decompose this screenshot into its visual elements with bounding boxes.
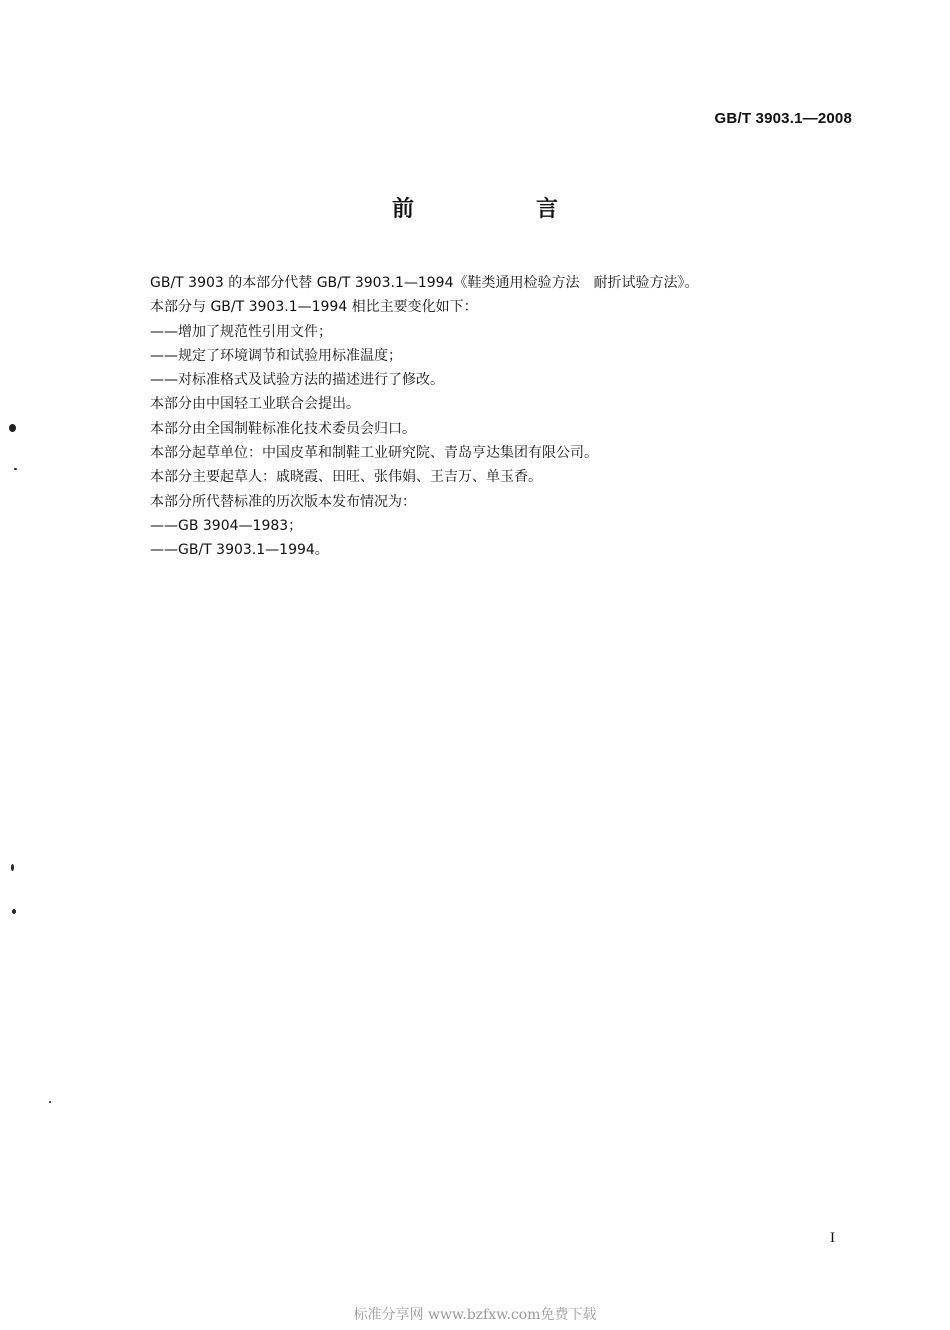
list-item-history-2: ——GB/T 3903.1—1994。 — [150, 542, 329, 559]
paragraph-drafting-units: 本部分起草单位：中国皮革和制鞋工业研究院、青岛亨达集团有限公司。 — [150, 445, 598, 462]
list-item-history-1: ——GB 3904—1983； — [150, 517, 303, 534]
list-item-change-2: ——规定了环境调节和试验用标准温度； — [150, 347, 402, 364]
scan-speck — [49, 1101, 51, 1103]
paragraph-proposer: 本部分由中国轻工业联合会提出。 — [150, 396, 360, 413]
paragraph-changes-intro: 本部分与 GB/T 3903.1—1994 相比主要变化如下： — [150, 299, 478, 316]
scan-speck — [12, 909, 16, 914]
paragraph-committee: 本部分由全国制鞋标准化技术委员会归口。 — [150, 420, 416, 437]
preface-body — [150, 271, 870, 563]
list-item-change-1: ——增加了规范性引用文件； — [150, 323, 332, 340]
paragraph-drafters: 本部分主要起草人：戚晓霞、田旺、张伟娟、王吉万、单玉香。 — [150, 469, 542, 486]
list-item-change-3: ——对标准格式及试验方法的描述进行了修改。 — [150, 372, 444, 389]
scan-speck — [14, 468, 17, 470]
standard-number-header: GB/T 3903.1—2008 — [714, 110, 852, 127]
page-number: I — [830, 1230, 835, 1246]
paragraph-history-intro: 本部分所代替标准的历次版本发布情况为： — [150, 493, 416, 510]
scan-speck — [9, 424, 16, 432]
page-title: 前 言 — [391, 197, 608, 222]
scan-speck — [11, 864, 14, 871]
paragraph-replacement: GB/T 3903 的本部分代替 GB/T 3903.1—1994《鞋类通用检验方法 耐折试验方法》。 — [150, 275, 699, 291]
watermark: 标准分享网 www.bzfxw.com免费下载 — [353, 1307, 597, 1323]
